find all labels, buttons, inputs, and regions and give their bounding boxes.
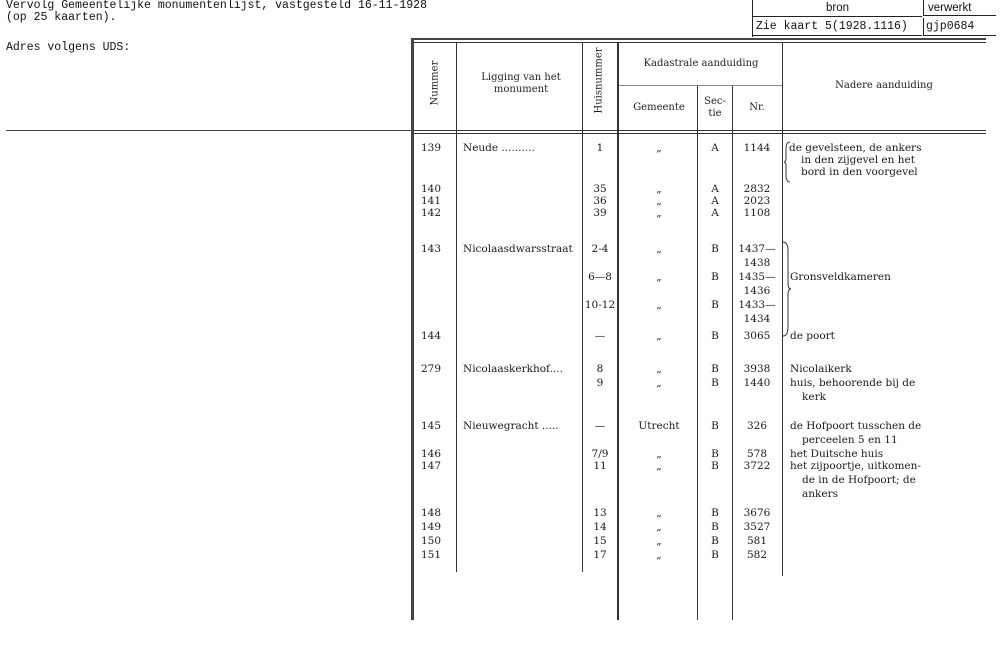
left-divider: [6, 130, 412, 131]
cell-sectie: A: [711, 207, 719, 219]
cell-huisnummer: 7/9: [591, 448, 609, 460]
cell-sectie: B: [711, 460, 719, 472]
cell-sectie: B: [711, 448, 719, 460]
table-left-border: [411, 38, 414, 620]
cell-sectie: B: [711, 521, 719, 533]
source-box: [752, 0, 996, 37]
col-divider-3: [617, 42, 619, 620]
cell-huisnummer: 1: [596, 142, 604, 154]
cell-huisnummer: 10-12: [584, 299, 616, 311]
brace-icon: [783, 141, 791, 183]
col-divider-4: [697, 86, 698, 620]
table-top-border: [414, 38, 986, 40]
cell-gemeente: „: [656, 549, 662, 561]
cell-huisnummer: —: [594, 330, 606, 342]
cell-nr: 1433—: [738, 299, 776, 311]
cell-sectie: B: [711, 377, 719, 389]
adres-label: Adres volgens UDS:: [6, 41, 131, 54]
cell-gemeente: „: [656, 195, 662, 207]
cell-gemeente: „: [656, 448, 662, 460]
cell-sectie: B: [711, 363, 719, 375]
cell-huisnummer: 15: [593, 535, 607, 547]
cell-nr: 3527: [743, 521, 771, 533]
kadastrale-subrule: [619, 85, 782, 86]
cell-nadere: de poort: [790, 330, 835, 342]
cell-nadere: ankers: [802, 488, 839, 500]
cell-ligging: Nieuwegracht .....: [463, 420, 559, 432]
cell-gemeente: „: [656, 507, 662, 519]
cell-nummer: 143: [421, 243, 442, 255]
cell-nr: 1434: [743, 313, 771, 325]
bron-value: Zie kaart 5(1928.1116): [753, 18, 922, 36]
cell-gemeente: „: [656, 142, 662, 154]
cell-huisnummer: 35: [593, 183, 607, 195]
cell-nadere: het Duitsche huis: [790, 448, 884, 460]
cell-nr: 326: [746, 420, 768, 432]
cell-nr: 2023: [743, 195, 771, 207]
cell-nadere: de Hofpoort tusschen de: [790, 420, 922, 432]
cell-sectie: B: [711, 507, 719, 519]
cell-nummer: 146: [421, 448, 442, 460]
cell-gemeente: „: [656, 207, 662, 219]
cell-sectie: B: [711, 535, 719, 547]
cell-nadere: in den zijgevel en het: [801, 154, 915, 166]
cell-nadere: huis, behoorende bij de: [790, 377, 916, 389]
cell-nr: 1440: [743, 377, 771, 389]
cell-nr: 2832: [743, 183, 771, 195]
cell-huisnummer: 11: [593, 460, 607, 472]
cell-nadere: de gevelsteen, de ankers: [789, 142, 922, 154]
cell-nummer: 279: [421, 363, 442, 375]
cell-nadere: het zijpoortje, uitkomen-: [790, 460, 921, 472]
cell-nummer: 147: [421, 460, 442, 472]
header-nadere: Nadere aanduiding: [835, 80, 933, 91]
cell-nummer: 148: [421, 507, 442, 519]
cell-nadere: bord in den voorgevel: [801, 166, 918, 178]
cell-nummer: 151: [421, 549, 442, 561]
cell-nummer: 145: [421, 420, 442, 432]
cell-nummer: 141: [421, 195, 442, 207]
cell-nummer: 142: [421, 207, 442, 219]
cell-sectie: B: [711, 271, 719, 283]
cell-huisnummer: 2-4: [591, 243, 609, 255]
cell-nr: 1438: [743, 257, 771, 269]
monument-table: [411, 38, 986, 620]
cell-sectie: B: [711, 299, 719, 311]
cell-nummer: 144: [421, 330, 442, 342]
cell-nummer: 139: [421, 142, 442, 154]
col-divider-2: [582, 42, 583, 572]
page-header: [6, 0, 427, 24]
cell-nummer: 150: [421, 535, 442, 547]
cell-gemeente: „: [656, 363, 662, 375]
cell-nr: 3722: [743, 460, 771, 472]
header-nr: Nr.: [749, 102, 765, 113]
cell-huisnummer: 17: [593, 549, 607, 561]
header-gemeente: Gemeente: [633, 102, 685, 113]
cell-nr: 1435—: [738, 271, 776, 283]
cell-nr: 3676: [743, 507, 771, 519]
cell-ligging: Nicolaaskerkhof....: [463, 363, 563, 375]
cell-nadere: Nicolaikerk: [790, 363, 852, 375]
cell-gemeente: „: [656, 330, 662, 342]
header-kadastrale: Kadastrale aanduiding: [643, 58, 759, 69]
cell-gemeente: „: [656, 521, 662, 533]
col-divider-1: [456, 42, 457, 572]
brace-icon: [782, 241, 792, 337]
cell-nummer: 149: [421, 521, 442, 533]
header-nummer: Nummer: [429, 60, 441, 106]
cell-nadere: Gronsveldkameren: [790, 271, 891, 283]
cell-sectie: A: [711, 142, 719, 154]
bron-header: bron: [753, 0, 922, 17]
cell-sectie: B: [711, 243, 719, 255]
cell-nr: 581: [746, 535, 768, 547]
header-ligging: Ligging van het monument: [481, 72, 561, 95]
cell-sectie: B: [711, 549, 719, 561]
cell-huisnummer: 36: [593, 195, 607, 207]
verwerkt-value: gjp0684: [923, 18, 996, 36]
header-huisnummer: Huisnummer: [593, 47, 605, 114]
cell-nr: 3065: [743, 330, 771, 342]
table-header-rule-2: [414, 133, 986, 134]
cell-huisnummer: 14: [593, 521, 607, 533]
cell-ligging: Neude ..........: [463, 142, 535, 154]
cell-huisnummer: 9: [596, 377, 604, 389]
cell-huisnummer: 6—8: [588, 271, 612, 283]
cell-gemeente: „: [656, 299, 662, 311]
cell-gemeente: „: [656, 377, 662, 389]
cell-sectie: A: [711, 195, 719, 207]
cell-sectie: A: [711, 183, 719, 195]
cell-sectie: B: [711, 330, 719, 342]
cell-nr: 578: [746, 448, 768, 460]
cell-nadere: perceelen 5 en 11: [802, 434, 898, 446]
header-sectie: Sec-tie: [704, 96, 726, 119]
cell-nr: 1108: [743, 207, 771, 219]
cell-huisnummer: —: [594, 420, 606, 432]
cell-nadere: de in de Hofpoort; de: [802, 474, 916, 486]
header-line-2: (op 25 kaarten).: [6, 11, 117, 24]
cell-nr: 1144: [743, 142, 771, 154]
cell-ligging: Nicolaasdwarsstraat: [463, 243, 573, 255]
table-header-rule: [414, 130, 986, 131]
header-line-1: Vervolg Gemeentelijke monumentenlijst, vastgesteld 16-11-1928: [6, 0, 427, 12]
cell-nr: 582: [746, 549, 768, 561]
cell-nr: 1437—: [738, 243, 776, 255]
cell-huisnummer: 8: [596, 363, 604, 375]
cell-gemeente: „: [656, 460, 662, 472]
cell-gemeente: „: [656, 535, 662, 547]
cell-gemeente: „: [656, 243, 662, 255]
cell-gemeente: Utrecht: [638, 420, 680, 432]
cell-huisnummer: 13: [593, 507, 607, 519]
cell-nr: 1436: [743, 285, 771, 297]
verwerkt-header: verwerkt: [923, 0, 996, 16]
cell-gemeente: „: [656, 271, 662, 283]
cell-nadere: kerk: [802, 391, 826, 403]
cell-gemeente: „: [656, 183, 662, 195]
cell-nr: 3938: [743, 363, 771, 375]
cell-nummer: 140: [421, 183, 442, 195]
cell-huisnummer: 39: [593, 207, 607, 219]
table-top-border-inner: [414, 42, 986, 43]
cell-sectie: B: [711, 420, 719, 432]
